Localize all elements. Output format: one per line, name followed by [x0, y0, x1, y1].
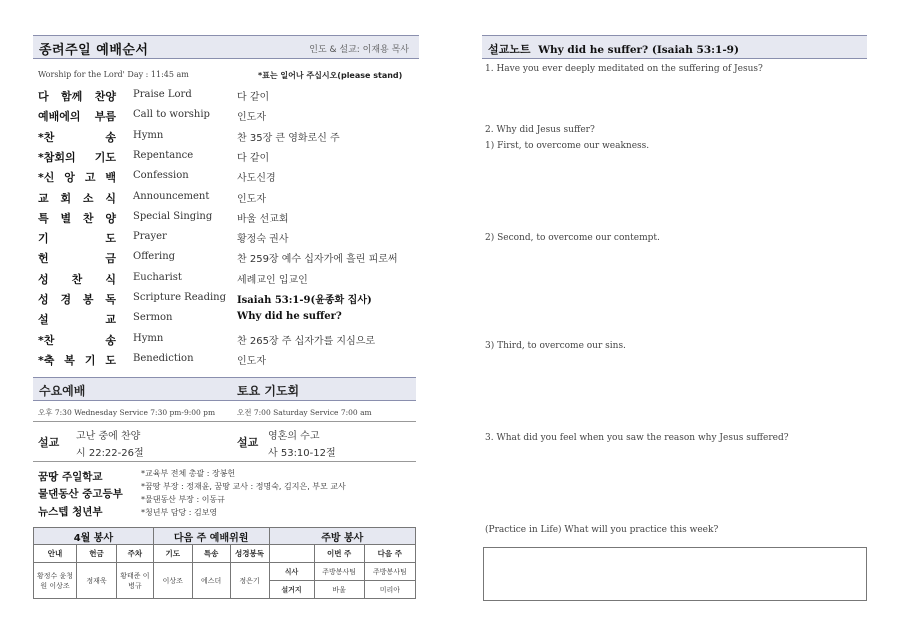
midweek-header: [33, 377, 416, 401]
question-1: 1. Have you ever deeply meditated on the suffering of Jesus?: [485, 64, 763, 74]
worship-leader: 인도 & 설교: 이재용 목사: [309, 45, 409, 55]
order-item: [38, 129, 418, 149]
wednesday-sermon-title: 고난 중에 찬양: [76, 431, 141, 442]
sermon-notes-label: 설교노트: [488, 43, 531, 56]
cell-offering: 정재욱: [77, 563, 117, 599]
order-item: [38, 88, 418, 108]
saturday-sermon-title: 영혼의 수고: [268, 431, 320, 442]
order-item-english: Offering: [133, 251, 176, 263]
dept-sunday-school: 꿈땅 주일학교: [38, 471, 103, 483]
order-item-korean: 설 교: [38, 313, 116, 327]
order-item-english: Prayer: [133, 231, 167, 243]
order-item: [38, 210, 418, 230]
sermon-notes-header: [482, 35, 867, 59]
order-item: [38, 108, 418, 128]
wednesday-time: 오후 7:30 Wednesday Service 7:30 pm-9:00 pm: [38, 408, 216, 417]
question-3: 3. What did you feel when you saw the reason why Jesus suffered?: [485, 433, 789, 443]
cell-guide: 황정수 윤청원 이상조: [34, 563, 77, 599]
order-item: [38, 149, 418, 169]
divider: [33, 421, 416, 422]
staff-line: *물댄동산 부장 : 이동규: [141, 495, 225, 504]
practice-answer-box[interactable]: [483, 547, 867, 601]
wednesday-sermon-ref: 시 22:22-26절: [76, 448, 144, 459]
order-item-value: 인도자: [237, 193, 266, 205]
order-item: [38, 190, 418, 210]
dept-youth: 물댄동산 중고등부: [38, 488, 123, 500]
order-item-value: 인도자: [237, 112, 266, 124]
order-item-english: Scripture Reading: [133, 292, 227, 303]
col-next-week: 다음 주: [364, 545, 415, 563]
group-header-kitchen: 주방 봉사: [269, 528, 416, 545]
order-item-value: Why did he suffer?: [237, 311, 342, 323]
order-item-english: Benediction: [133, 352, 194, 364]
cell-dish-next: 미리아: [364, 581, 415, 599]
point-1: 1) First, to overcome our weakness.: [485, 141, 650, 151]
point-3: 3) Third, to overcome our sins.: [485, 341, 626, 351]
order-item-korean: 교 회 소 식: [38, 191, 116, 205]
staff-line: *꿈땅 부장 : 정재윤, 꿈땅 교사 : 정명숙, 김지은, 부모 교사: [141, 482, 346, 491]
order-item-korean: 성 경 봉 독: [38, 293, 116, 306]
order-item-korean: *찬 송: [38, 333, 116, 347]
order-item-english: Confession: [133, 170, 189, 182]
saturday-prayer-title: 토요 기도회: [237, 384, 300, 398]
order-item: [38, 230, 418, 250]
order-item: [38, 311, 418, 331]
sermon-title: Why did he suffer? (Isaiah 53:1-9): [538, 44, 739, 56]
order-item: [38, 352, 418, 372]
order-item-value: 다 같이: [237, 92, 270, 103]
order-item-korean: *찬 송: [38, 130, 116, 144]
cell-dish-label: 설거지: [269, 581, 314, 599]
staff-line: *교육부 전체 총괄 : 장봉헌: [141, 469, 236, 478]
order-item-value: 찬 35장 큰 영화로신 주: [237, 132, 340, 144]
order-item-korean: *참회의 기도: [38, 150, 116, 164]
order-item-english: Eucharist: [133, 271, 182, 283]
practice-question: (Practice in Life) What will you practice this week?: [485, 525, 719, 535]
order-item-value: 다 같이: [237, 152, 270, 164]
cell-parking: 황태준 이병규: [116, 563, 153, 599]
order-item-korean: 성 찬 식: [38, 272, 116, 286]
cell-meal-label: 식사: [269, 563, 314, 581]
order-item-english: Hymn: [133, 332, 164, 344]
order-item-korean: *신 앙 고 백: [38, 171, 116, 185]
col-special: 특송: [192, 545, 230, 563]
cell-meal-next: 주방봉사팀: [364, 563, 415, 581]
cell-meal-this: 주방봉사팀: [314, 563, 364, 581]
order-item-english: Praise Lord: [133, 89, 192, 100]
order-item-english: Repentance: [133, 149, 194, 161]
col-this-week: 이번 주: [314, 545, 364, 563]
col-guide: 안내: [34, 545, 77, 563]
cell-scripture: 정은기: [230, 563, 269, 599]
order-item: [38, 169, 418, 189]
sermon-notes-title: [488, 41, 739, 57]
order-item-value: 인도자: [237, 355, 266, 367]
order-item-english: Hymn: [133, 129, 164, 141]
order-item: [38, 271, 418, 291]
cell-special: 에스더: [192, 563, 230, 599]
order-item: [38, 291, 418, 311]
order-item: [38, 250, 418, 270]
point-2: 2) Second, to overcome our contempt.: [485, 233, 660, 243]
order-item-english: Announcement: [133, 190, 210, 202]
order-item-value: 황정숙 권사: [237, 234, 289, 246]
order-item-english: Call to worship: [133, 109, 210, 121]
divider: [33, 461, 416, 462]
service-table: [33, 527, 416, 599]
order-of-worship-header: [33, 35, 419, 59]
order-item-korean: 예배에의 부름: [38, 110, 116, 124]
staff-line: *청년부 담당 : 김보영: [141, 508, 218, 517]
order-item-korean: *축 복 기 도: [38, 353, 116, 367]
col-parking: 주차: [116, 545, 153, 563]
col-scripture: 성경봉독: [230, 545, 269, 563]
group-header-next-week: 다음 주 예배위원: [153, 528, 269, 545]
stand-note: *표는 일어나 주십시오(please stand): [258, 71, 403, 80]
saturday-sermon-ref: 사 53:10-12절: [268, 448, 336, 459]
saturday-time: 오전 7:00 Saturday Service 7:00 am: [237, 408, 372, 417]
order-item-korean: 헌 금: [38, 252, 116, 266]
order-item-korean: 기 도: [38, 232, 116, 246]
question-2: 2. Why did Jesus suffer?: [485, 125, 595, 135]
order-item-korean: 특 별 찬 양: [38, 211, 116, 225]
dept-young-adult: 뉴스텝 청년부: [38, 506, 103, 518]
order-item-value: Isaiah 53:1-9(윤종화 집사): [237, 295, 372, 306]
col-offering: 헌금: [77, 545, 117, 563]
worship-time: Worship for the Lord' Day : 11:45 am: [38, 70, 189, 79]
order-item-english: Sermon: [133, 312, 173, 324]
col-prayer: 기도: [153, 545, 192, 563]
page-title: 종려주일 예배순서: [39, 43, 149, 58]
saturday-sermon-label: 설교: [237, 436, 259, 449]
cell-dish-this: 바울: [314, 581, 364, 599]
cell-prayer: 이상조: [153, 563, 192, 599]
order-item-value: 사도신경: [237, 173, 276, 185]
wednesday-service-title: 수요예배: [39, 384, 86, 398]
order-item-value: 세례교인 입교인: [237, 274, 308, 286]
wednesday-sermon-label: 설교: [38, 436, 60, 449]
col-blank: [269, 545, 314, 563]
order-item-english: Special Singing: [133, 210, 213, 222]
order-item-value: 찬 265장 주 십자가를 지심으로: [237, 335, 376, 347]
order-item: [38, 332, 418, 352]
group-header-april: 4월 봉사: [34, 528, 154, 545]
order-item-value: 바울 선교회: [237, 213, 289, 225]
order-item-value: 찬 259장 예수 십자가에 흘린 피로써: [237, 254, 398, 266]
order-item-korean: 다 함께 찬양: [38, 90, 116, 103]
